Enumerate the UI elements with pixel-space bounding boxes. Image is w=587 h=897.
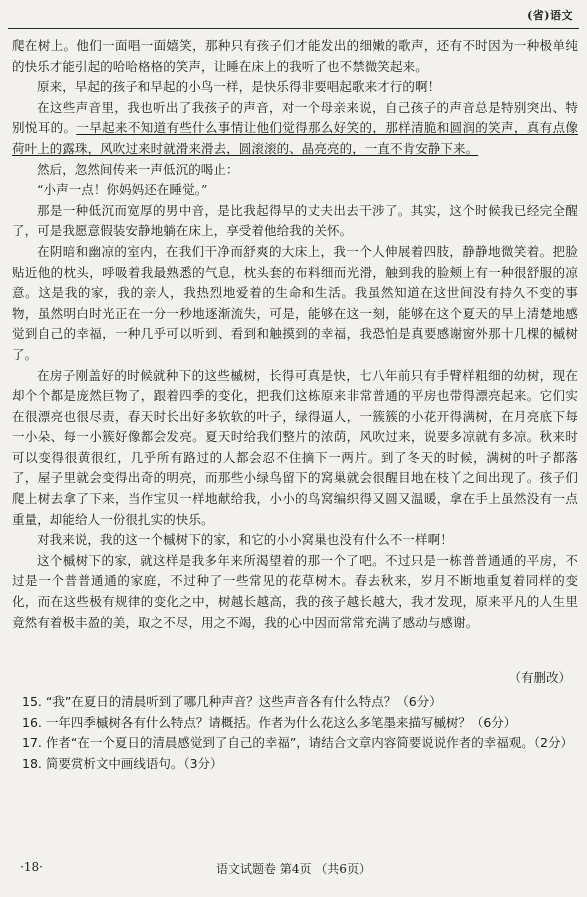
underlined-sentence: 一早起来不知道有些什么事情让他们觉得那么好笑的，那样清脆和圆润的笑声，真有点像荷叶上的露珠，风吹过来时就滑来滑去，圆滚滚的、晶亮亮的，一直不肯安静下来。 (12, 120, 578, 156)
question-list (22, 692, 582, 774)
province-subject-tag: (省)语文 (527, 9, 573, 22)
question-17: 17. 作者“在一个夏日的清晨感觉到了自己的幸福”，请结合文章内容简要说说作者的幸福观。（2分） (22, 735, 574, 750)
paragraph: 然后，忽然间传来一声低沉的喝止： (37, 161, 239, 177)
question-15: 15. “我”在夏日的清晨听到了哪几种声音？这些声音各有什么特点？（6分） (22, 694, 442, 709)
page-info: 语文试题卷 第4页 （共6页） (216, 862, 371, 876)
paragraph: 爬在树上。他们一面唱一面嬉笑，那种只有孩子们才能发出的细嫩的歌声，还有不时因为一种极单纯的快乐才能引起的哈哈格格的笑声，让睡在床上的我听了也不禁微笑起来。 (12, 38, 578, 74)
paragraph: 这个槭树下的家，就这样是我多年来所渴望着的那一个了吧。不过只是一栋普普通通的平房，不过是一个普普通通的家庭，不过种了一些常见的花草树木。春去秋来，岁月不断地重复着同样的变化，而在这些极有规律的变化之中，树越长越高，我的孩子越长越大，我才发现，原来平凡的人生里竟然有着极丰盈的美，取之不尽，用之不竭，我的心中因而常常充满了感动与感谢。 (12, 552, 578, 630)
header-divider (8, 28, 579, 29)
paragraph: 对我来说，我的这一个槭树下的家，和它的小小窝巢也没有什么不一样啊！ (37, 532, 453, 548)
page-footer (0, 858, 587, 878)
paragraph-text: 在这些声音里，我也听出了我孩子的声音，对一个母亲来说，自己孩子的声音总是特别突出、特别悦耳的。 (12, 99, 578, 136)
paragraph: 在房子刚盖好的时候就种下的这些槭树，长得可真是快，七八年前只有手臂样粗细的幼树，现在却个个都是庞然巨物了，跟着四季的变化，把我们这栋原来非常普通的平房也带得漂亮起来。它们实在很漂亮也很尽责，春天时长出好多软软的叶子，绿得逼人，一簇簇的小花开得满树，在月亮底下每一小朵、每一小簇好像都会发亮。夏天时给我们整片的浓荫，风吹过来，说要多凉就有多凉。秋来时可以变得很黄很红，几乎所有路过的人都会忍不住摘下一两片。到了冬天的时候，满树的叶子都落了，屋子里就会变得出奇的明亮，而那些小绿鸟留下的窝巢就会很醒目地在枝丫之间出现了。孩子们爬上树去拿了下来，当作宝贝一样地献给我，小小的鸟窝编织得又圆又温暖，拿在手上虽然没有一点重量，却能给人一份很扎实的快乐。 (12, 367, 578, 527)
paragraph: “小声一点！你妈妈还在睡觉。” (37, 182, 208, 198)
reading-passage (12, 36, 578, 633)
page-number: ·18· (20, 860, 43, 874)
paragraph: 那是一种低沉而宽厚的男中音，是比我起得早的丈夫出去干涉了。其实，这个时候我已经完全醒了，可是我愿意假装安静地躺在床上，享受着他给我的关怀。 (12, 202, 578, 239)
paragraph (12, 98, 578, 160)
paragraph: 在阴暗和幽凉的室内，在我们干净而舒爽的大床上，我一个人伸展着四肢，静静地微笑着。把脸贴近他的枕头，呼吸着我最熟悉的气息，枕头套的布料细而光滑，触到我的脸颊上有一种很舒服的凉意。这是我的家，我的亲人，我热烈地爱着的生命和生活。我虽然知道在这世间没有持久不变的事物，虽然明白时光正在一分一秒地逐渐流失，可是，能够在这一刻，能够在这个夏天的早上清楚地感觉到自己的幸福，一种几乎可以听到、看到和触摸到的幸福，我恐怕是真要感谢窗外那十几棵的槭树了。 (12, 243, 578, 362)
question-18: 18. 简要赏析文中画线语句。（3分） (22, 755, 223, 771)
question-16: 16. 一年四季槭树各有什么特点？请概括。作者为什么花这么多笔墨来描写槭树？（6分） (22, 714, 517, 730)
source-note: （有删改） (508, 670, 571, 685)
paragraph: 原来，早起的孩子和早起的小鸟一样，是快乐得非要唱起歌来才行的啊！ (37, 79, 441, 95)
